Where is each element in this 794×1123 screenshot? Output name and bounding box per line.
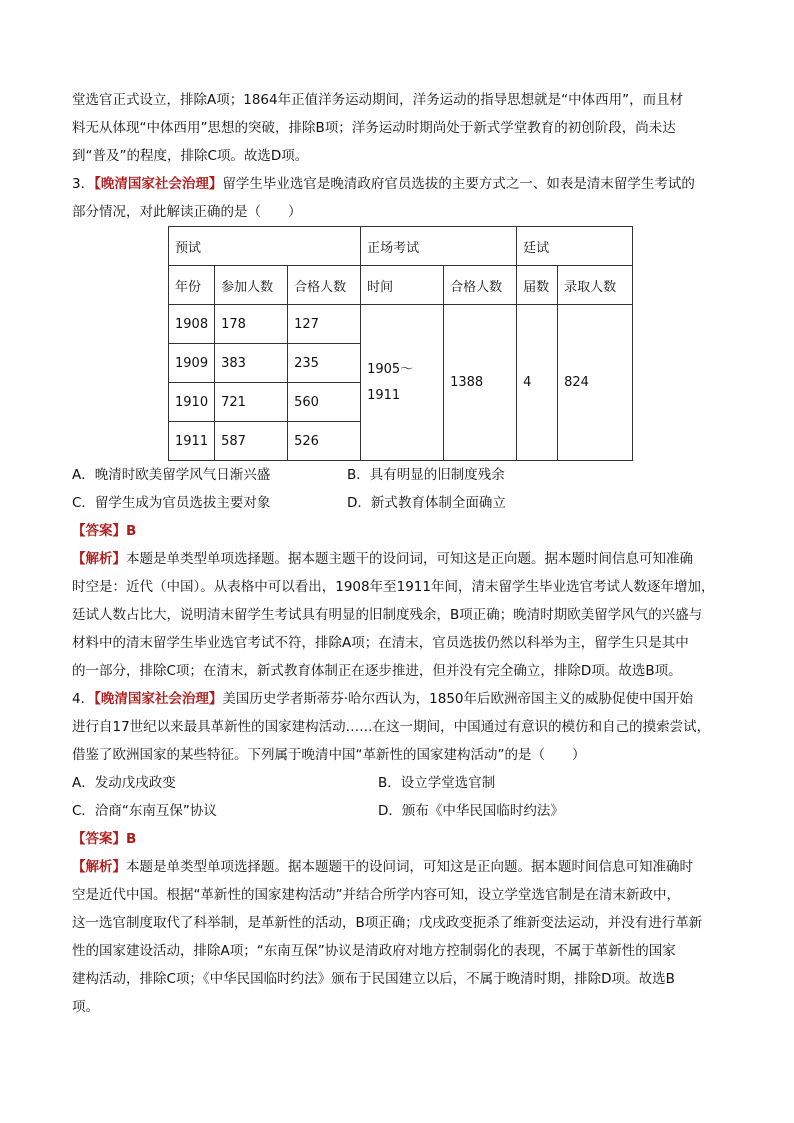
cell-join: 721 <box>215 383 288 422</box>
col-join: 参加人数 <box>215 266 288 305</box>
header-zhengchang: 正场考试 <box>361 227 517 266</box>
q3-exp-1: 本题是单类型单项选择题。据本题主题干的设问词，可知这是正向题。据本题时间信息可知准确 <box>126 551 693 567</box>
q4-options-row-2 <box>72 797 722 825</box>
q4-option-d: D．颁布《中华民国临时约法》 <box>378 803 564 819</box>
col-admit: 录取人数 <box>558 266 633 305</box>
q3-option-b: B．具有明显的旧制度残余 <box>347 467 505 483</box>
q4-number: 4． <box>72 691 95 707</box>
q4-stem-line-1 <box>72 685 722 713</box>
q4-exp-line-3: 这一选官制度取代了科举制，是革新性的活动，B项正确；戊戌政变扼杀了维新变法运动，并没有进行革新 <box>72 915 703 931</box>
time-end: 1911 <box>367 387 401 403</box>
q4-option-a: A．发动戊戌政变 <box>72 775 176 791</box>
q3-option-d: D．新式教育体制全面确立 <box>347 495 506 511</box>
table-header-row <box>169 227 633 266</box>
cell-year: 1910 <box>169 383 215 422</box>
cell-pass2: 1388 <box>444 305 517 461</box>
col-time: 时间 <box>361 266 444 305</box>
q3-exp-line-4: 材料中的清末留学生毕业选官考试不符，排除A项；在清末，官员选拔仍然以科举为主，留学生只是其中 <box>72 635 689 651</box>
cell-pass: 526 <box>288 422 361 461</box>
col-pass: 合格人数 <box>288 266 361 305</box>
q4-options-row-1 <box>72 769 722 797</box>
q3-answer: 【答案】B <box>72 523 137 539</box>
q4-exp-line-2: 空是近代中国。根据“革新性的国家建构活动”并结合所学内容可知，设立学堂选官制是在清末新政中， <box>72 887 680 903</box>
header-yushi: 预试 <box>169 227 361 266</box>
q4-exp-label: 【解析】 <box>72 859 126 875</box>
q4-exp-1: 本题是单类型单项选择题。据本题题干的设问词，可知这是正向题。据本题时间信息可知准确时 <box>126 859 693 875</box>
intro-line-1: 堂选官正式设立，排除A项；1864年正值洋务运动期间，洋务运动的指导思想就是“中体西用”，而且材 <box>72 92 684 108</box>
q4-option-c: C．洽商“东南互保”协议 <box>72 803 217 819</box>
col-year: 年份 <box>169 266 215 305</box>
q3-option-a: A．晚清时欧美留学风气日渐兴盛 <box>72 467 271 483</box>
cell-join: 178 <box>215 305 288 344</box>
col-session: 届数 <box>517 266 558 305</box>
q3-stem-line-2: 部分情况，对此解读正确的是（ ） <box>72 204 302 220</box>
cell-year: 1909 <box>169 344 215 383</box>
table-subheader-row <box>169 266 633 305</box>
intro-line-3: 到“普及”的程度，排除C项。故选D项。 <box>72 148 309 164</box>
q3-stem-1: 留学生毕业选官是晚清政府官员选拔的主要方式之一、如表是清末留学生考试的 <box>222 176 695 192</box>
q4-stem-line-3: 借鉴了欧洲国家的某些特征。下列属于晚清中国“革新性的国家建构活动”的是（ ） <box>72 747 586 763</box>
cell-pass: 235 <box>288 344 361 383</box>
q4-option-b: B．设立学堂选官制 <box>378 775 496 791</box>
cell-join: 383 <box>215 344 288 383</box>
q3-options <box>72 461 722 517</box>
q3-table <box>168 226 633 461</box>
cell-time <box>361 305 444 461</box>
q4-exp-line-4: 性的国家建设活动，排除A项；“东南互保”协议是清政府对地方控制弱化的表现，不属于革新性的国家 <box>72 943 676 959</box>
q4-stem-1: 美国历史学者斯蒂芬·哈尔西认为，1850年后欧洲帝国主义的威胁促使中国开始 <box>222 691 693 707</box>
q3-option-c: C．留学生成为官员选拔主要对象 <box>72 495 271 511</box>
table-row <box>169 305 633 344</box>
q4-exp-line-6: 项。 <box>72 999 99 1015</box>
header-tingshi: 廷试 <box>517 227 633 266</box>
document-page <box>72 86 722 1021</box>
q4-tag: 【晚清国家社会治理】 <box>94 691 223 707</box>
q4-stem-line-2: 进行自17世纪以来最具革新性的国家建构活动……在这一期间，中国通过有意识的模仿和自己的摸索尝试， <box>72 719 711 735</box>
q3-exp-line-3: 廷试人数占比大，说明清末留学生考试具有明显的旧制度残余，B项正确；晚清时期欧美留学风气的兴盛与 <box>72 607 703 623</box>
cell-admit: 824 <box>558 305 633 461</box>
cell-year: 1908 <box>169 305 215 344</box>
q3-exp-label: 【解析】 <box>72 551 126 567</box>
q3-options-row-1 <box>72 461 722 489</box>
q3-number: 3． <box>72 176 95 192</box>
time-start: 1905～ <box>367 361 414 377</box>
q4-exp-line-1 <box>72 853 722 881</box>
cell-pass: 560 <box>288 383 361 422</box>
q3-tag: 【晚清国家社会治理】 <box>94 176 223 192</box>
q3-exp-line-5: 的一部分，排除C项；在清末，新式教育体制正在逐步推进，但并没有完全确立，排除D项。故选B项。 <box>72 663 682 679</box>
intro-line-2: 料无从体现“中体西用”思想的突破，排除B项；洋务运动时期尚处于新式学堂教育的初创阶段，尚未达 <box>72 120 676 136</box>
q4-options <box>72 769 722 825</box>
q4-answer: 【答案】B <box>72 831 137 847</box>
q3-stem-line-1 <box>72 170 722 198</box>
q3-options-row-2 <box>72 489 722 517</box>
q3-exp-line-2: 时空是：近代（中国）。从表格中可以看出，1908年至1911年间，清末留学生毕业选官考试人数逐年增加， <box>72 579 715 595</box>
q4-exp-line-5: 建构活动，排除C项；《中华民国临时约法》颁布于民国建立以后，不属于晚清时期，排除D项。故选B <box>72 971 675 987</box>
col-pass2: 合格人数 <box>444 266 517 305</box>
cell-join: 587 <box>215 422 288 461</box>
cell-year: 1911 <box>169 422 215 461</box>
cell-session: 4 <box>517 305 558 461</box>
cell-pass: 127 <box>288 305 361 344</box>
q3-exp-line-1 <box>72 545 722 573</box>
